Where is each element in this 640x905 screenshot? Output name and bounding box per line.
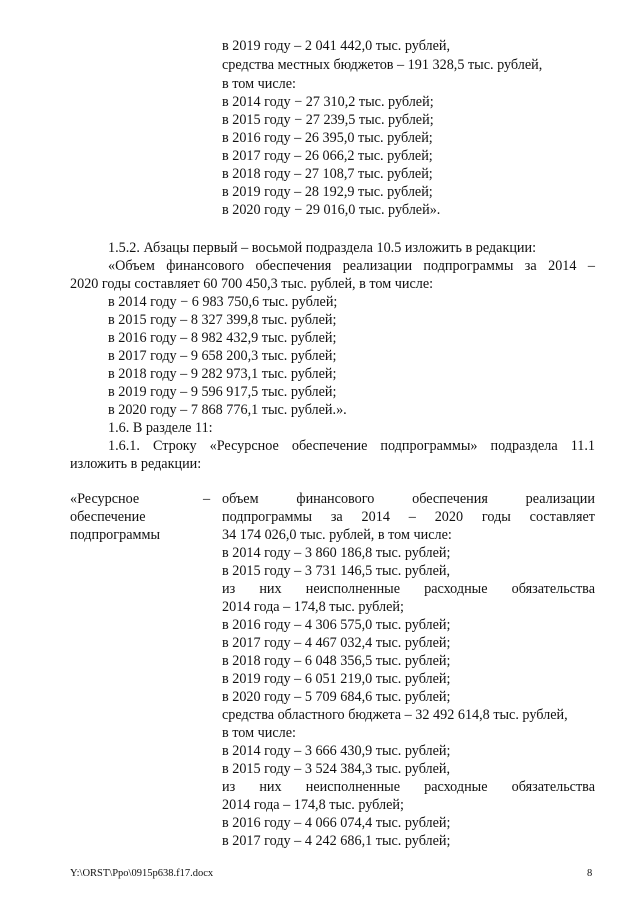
table-right-regional-2016: в 2016 году – 4 066 074,4 тыс. рублей; xyxy=(222,815,451,831)
section-152-heading: 1.5.2. Абзацы первый – восьмой подраздела 10.5 изложить в редакции: xyxy=(108,240,537,256)
table-right-intro-line2: подпрограммы за 2014 – 2020 годы составляет xyxy=(222,509,595,525)
table-right-2014: в 2014 году – 3 860 186,8 тыс. рублей; xyxy=(222,545,451,561)
table-right-2016: в 2016 году – 4 306 575,0 тыс. рублей; xyxy=(222,617,451,633)
section-152-year-2020: в 2020 году – 7 868 776,1 тыс. рублей.». xyxy=(108,402,347,418)
table-right-regional: средства областного бюджета – 32 492 614,8 тыс. рублей, xyxy=(222,707,568,723)
table-left-label-line1: «Ресурсное xyxy=(70,491,140,507)
footer-page-number: 8 xyxy=(587,868,593,879)
table-right-unfulfilled2-line1: из них неисполненные расходные обязательства xyxy=(222,779,595,795)
table-right-unfulfilled1-line1: из них неисполненные расходные обязательства xyxy=(222,581,595,597)
section-161-line2: изложить в редакции: xyxy=(70,456,202,472)
table-right-intro-line3: 34 174 026,0 тыс. рублей, в том числе: xyxy=(222,527,452,543)
top-line-4: в 2014 году − 27 310,2 тыс. рублей; xyxy=(222,94,434,110)
section-152-year-2014: в 2014 году − 6 983 750,6 тыс. рублей; xyxy=(108,294,338,310)
table-right-regional-2017: в 2017 году – 4 242 686,1 тыс. рублей; xyxy=(222,833,451,849)
top-line-5: в 2015 году − 27 239,5 тыс. рублей; xyxy=(222,112,434,128)
table-right-2015: в 2015 году – 3 731 146,5 тыс. рублей, xyxy=(222,563,451,579)
table-right-unfulfilled1-line2: 2014 года – 174,8 тыс. рублей; xyxy=(222,599,404,615)
top-line-3: в том числе: xyxy=(222,76,296,92)
table-right-unfulfilled2-line2: 2014 года – 174,8 тыс. рублей; xyxy=(222,797,404,813)
table-left-label-line3: подпрограммы xyxy=(70,527,160,543)
footer-file-path: Y:\ORST\Ppo\0915p638.f17.docx xyxy=(70,868,214,879)
section-152-paragraph-line2: 2020 годы составляет 60 700 450,3 тыс. рублей, в том числе: xyxy=(70,276,434,292)
table-dash: – xyxy=(203,491,211,507)
section-161-line1: 1.6.1. Строку «Ресурсное обеспечение подпрограммы» подраздела 11.1 xyxy=(108,438,595,454)
section-152-year-2015: в 2015 году – 8 327 399,8 тыс. рублей; xyxy=(108,312,337,328)
table-right-2019: в 2019 году – 6 051 219,0 тыс. рублей; xyxy=(222,671,451,687)
top-line-10: в 2020 году − 29 016,0 тыс. рублей». xyxy=(222,202,441,218)
section-152-year-2017: в 2017 году – 9 658 200,3 тыс. рублей; xyxy=(108,348,337,364)
top-line-9: в 2019 году – 28 192,9 тыс. рублей; xyxy=(222,184,433,200)
top-line-2: средства местных бюджетов – 191 328,5 тыс. рублей, xyxy=(222,57,543,73)
top-line-6: в 2016 году – 26 395,0 тыс. рублей; xyxy=(222,130,433,146)
table-right-incl: в том числе: xyxy=(222,725,296,741)
section-152-paragraph-line1: «Объем финансового обеспечения реализации подпрограммы за 2014 – xyxy=(108,258,595,274)
top-line-7: в 2017 году – 26 066,2 тыс. рублей; xyxy=(222,148,433,164)
section-152-year-2016: в 2016 году – 8 982 432,9 тыс. рублей; xyxy=(108,330,337,346)
table-right-2018: в 2018 году – 6 048 356,5 тыс. рублей; xyxy=(222,653,451,669)
table-right-regional-2014: в 2014 году – 3 666 430,9 тыс. рублей; xyxy=(222,743,451,759)
section-152-year-2019: в 2019 году – 9 596 917,5 тыс. рублей; xyxy=(108,384,337,400)
section-16-heading: 1.6. В разделе 11: xyxy=(108,420,213,436)
table-right-2017: в 2017 году – 4 467 032,4 тыс. рублей; xyxy=(222,635,451,651)
top-line-1: в 2019 году – 2 041 442,0 тыс. рублей, xyxy=(222,38,451,54)
table-left-label-line2: обеспечение xyxy=(70,509,146,525)
table-right-intro-line1: объем финансового обеспечения реализации xyxy=(222,491,595,507)
top-line-8: в 2018 году – 27 108,7 тыс. рублей; xyxy=(222,166,433,182)
table-right-2020: в 2020 году – 5 709 684,6 тыс. рублей; xyxy=(222,689,451,705)
table-right-regional-2015: в 2015 году – 3 524 384,3 тыс. рублей, xyxy=(222,761,451,777)
section-152-year-2018: в 2018 году – 9 282 973,1 тыс. рублей; xyxy=(108,366,337,382)
